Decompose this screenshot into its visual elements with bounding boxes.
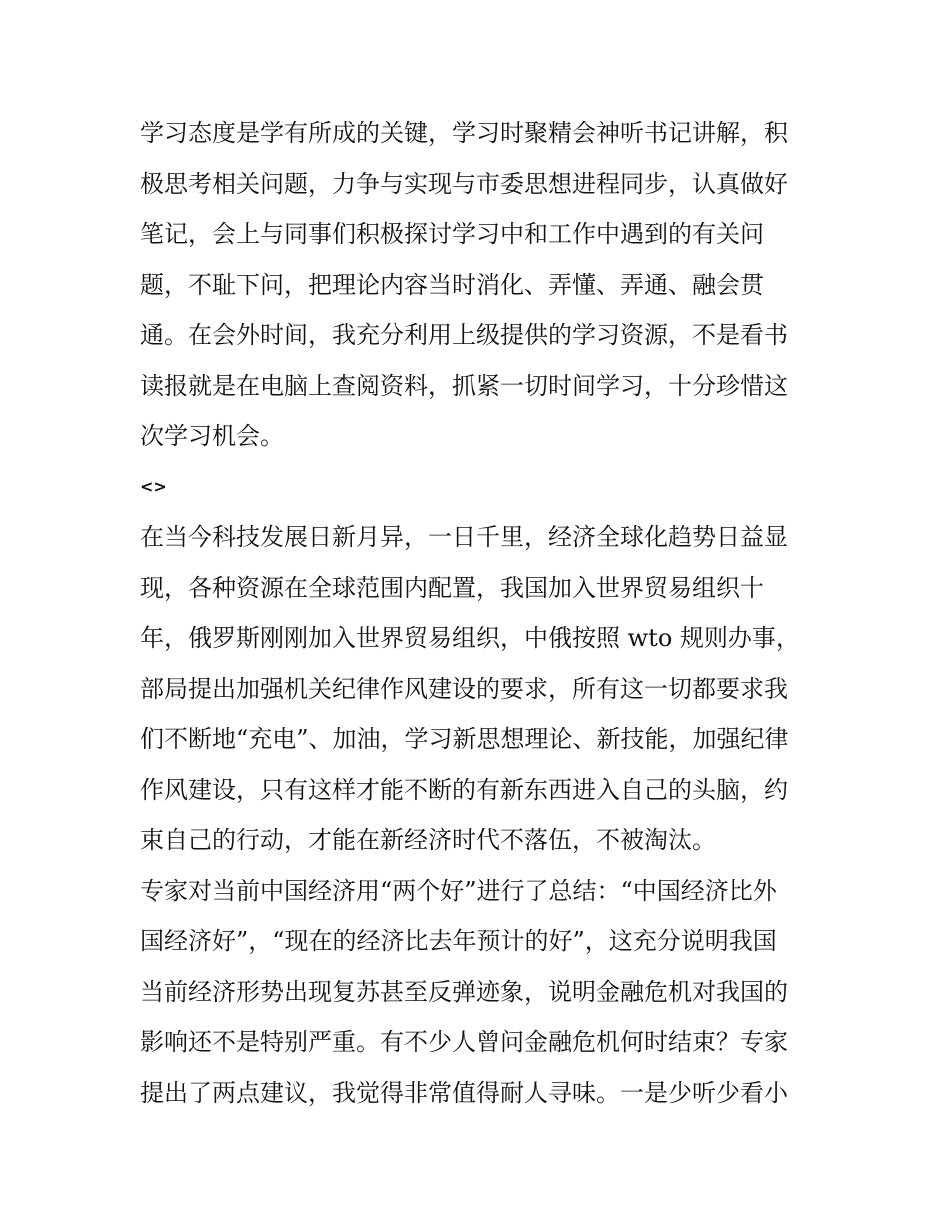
paragraph-globalization: 在当今科技发展日新月异，一日千里，经济全球化趋势日益显 现，各种资源在全球范围内配置，我国加入世界贸易组织十 年，俄罗斯刚刚加入世界贸易组织，中俄按照 wto 规则办事， 部局提出加强机关纪律作风建设的要求，所有这一切都要求我 们不断地“充电”、加油，学习新思想理论、新技能，加强纪律 作风建设，只有这样才能不断的有新东西进入自己的头脑，约 束自己的行动，才能在新经济时代不落伍，不被淘汰。: [140, 523, 800, 854]
paragraph-economy-experts: 专家对当前中国经济用“两个好”进行了总结：“中国经济比外 国经济好”，“现在的经济比去年预计的好”，这充分说明我国 当前经济形势出现复苏甚至反弹迹象，说明金融危机对我国的 影响还不是特别严重。有不少人曾问金融危机何时结束？专家 提出了两点建议，我觉得非常值得耐人寻味。一是少听少看小: [140, 876, 788, 1107]
paragraph-study-attitude: 学习态度是学有所成的关键，学习时聚精会神听书记讲解，积 极思考相关问题，力争与实现与市委思想进程同步，认真做好 笔记，会上与同事们积极探讨学习中和工作中遇到的有关问 题，不耻下问，把理论内容当时消化、弄懂、弄通、融会贯 通。在会外时间，我充分利用上级提供的学习资源，不是看书 读报就是在电脑上查阅资料，抓紧一切时间学习，十分珍惜这 次学习机会。: [140, 119, 788, 450]
section-separator: <>: [140, 476, 167, 496]
document-body: [140, 108, 820, 1118]
